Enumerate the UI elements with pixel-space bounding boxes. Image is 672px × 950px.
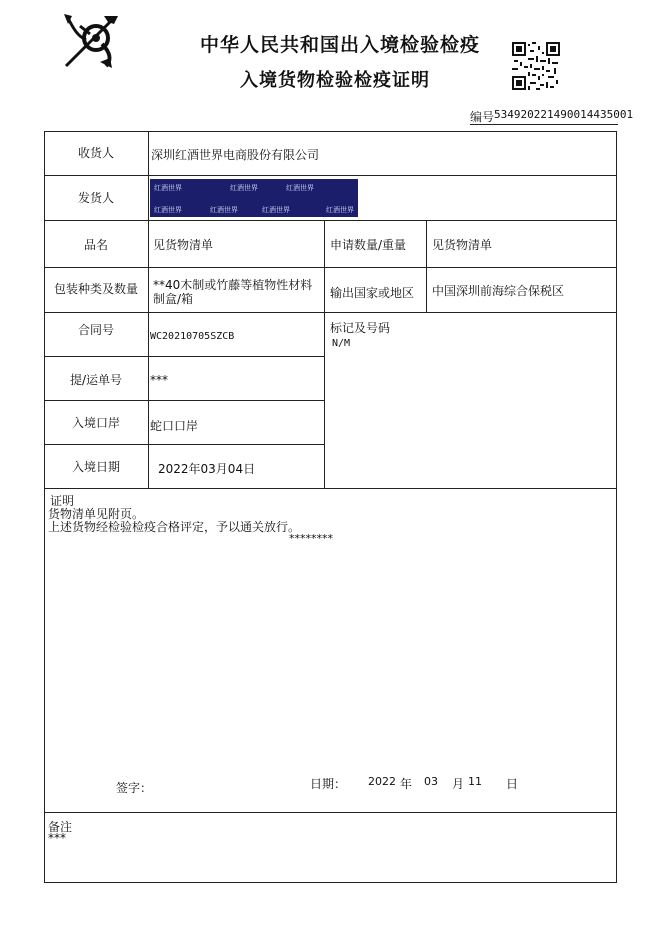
- consignor-redacted-banner: [150, 179, 358, 217]
- bill-of-lading-label: 提/运单号: [69, 373, 123, 387]
- consignee-value: 深圳红酒世界电商股份有限公司: [151, 148, 320, 162]
- issue-year: 2022: [368, 775, 396, 788]
- cert-number-underline: [470, 124, 618, 125]
- contract-no-value: WC20210705SZCB: [150, 331, 235, 342]
- certify-stars: ********: [289, 532, 333, 545]
- issue-date-label: 日期：: [310, 777, 347, 791]
- banner-text: 红酒世界: [326, 206, 354, 214]
- contract-no-label: 合同号: [77, 323, 114, 337]
- month-unit: 月: [452, 777, 465, 791]
- entry-date-label: 入境日期: [71, 460, 120, 474]
- qr-code-icon: [512, 42, 560, 90]
- banner-text: 红酒世界: [154, 206, 182, 214]
- issue-day: 11: [468, 775, 482, 788]
- signature-label: 签字：: [116, 781, 153, 795]
- certify-heading: 证明: [50, 494, 75, 508]
- banner-text: 红酒世界: [154, 184, 182, 192]
- entry-port-label: 入境口岸: [71, 416, 120, 430]
- banner-text: 红酒世界: [262, 206, 290, 214]
- remarks-value: ***: [48, 831, 66, 845]
- banner-text: 红酒世界: [230, 184, 258, 192]
- quantity-weight-value: 见货物清单: [432, 238, 493, 252]
- day-unit: 日: [506, 777, 519, 791]
- consignor-label: 发货人: [77, 191, 114, 205]
- entry-port-value: 蛇口口岸: [150, 419, 199, 433]
- banner-text: 红酒世界: [210, 206, 238, 214]
- origin-country-value: 中国深圳前海综合保税区: [432, 284, 565, 298]
- banner-text: 红酒世界: [286, 184, 314, 192]
- goods-name-value: 见货物清单: [153, 238, 214, 252]
- customs-emblem-logo: [60, 12, 132, 72]
- document-title: 中华人民共和国出入境检验检疫: [200, 34, 481, 56]
- remarks-label: 备注: [48, 820, 73, 834]
- packing-value: **40木制或竹藤等植物性材料制盒/箱: [153, 278, 313, 306]
- cert-number-value: 534920221490014435001: [494, 108, 634, 121]
- bill-of-lading-value: ***: [150, 373, 168, 387]
- year-unit: 年: [400, 777, 413, 791]
- document-subtitle: 入境货物检验检疫证明: [240, 70, 430, 91]
- entry-date-value: 2022年03月04日: [158, 462, 256, 476]
- consignee-label: 收货人: [77, 146, 114, 160]
- certify-line-1: 货物清单见附页。: [48, 507, 145, 521]
- marks-label: 标记及号码: [330, 321, 391, 335]
- marks-value: N/M: [332, 338, 351, 349]
- origin-country-label: 输出国家或地区: [330, 286, 415, 300]
- certify-line-2: 上述货物经检验检疫合格评定，予以通关放行。: [48, 520, 301, 534]
- cert-number-label: 编号: [470, 110, 495, 124]
- packing-label: 包装种类及数量: [53, 282, 138, 296]
- quantity-weight-label: 申请数量/重量: [330, 238, 407, 252]
- goods-name-label: 品名: [83, 238, 108, 252]
- issue-month: 03: [424, 775, 438, 788]
